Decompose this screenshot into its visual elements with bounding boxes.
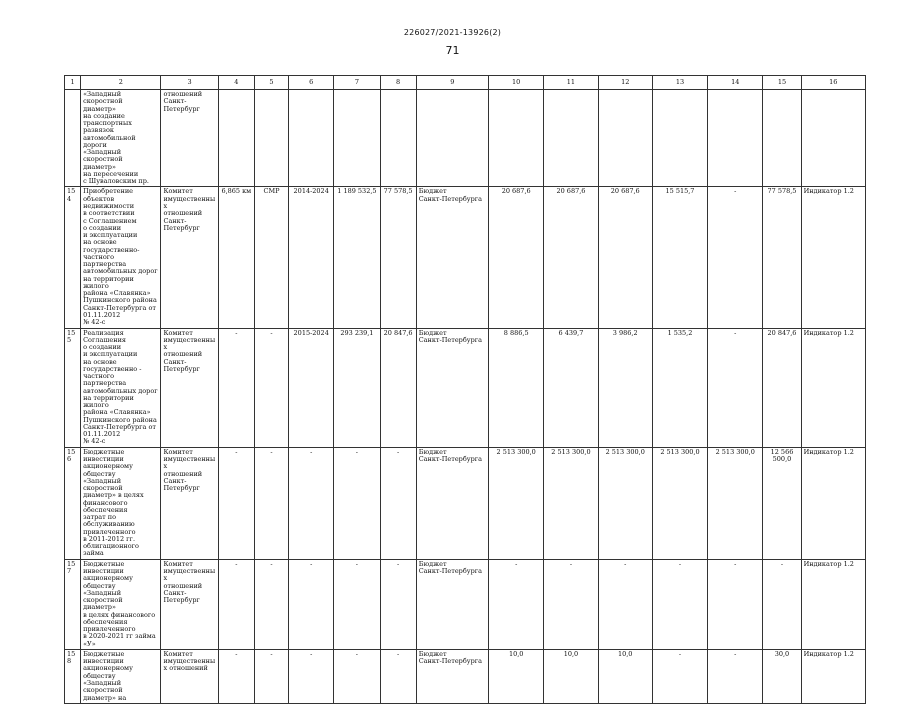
column-header: 6 <box>289 76 334 90</box>
column-header: 14 <box>708 76 763 90</box>
measure-name: Реализация Соглашения о создании и эксплуатации на основе государственно - частного партнерства автомобильных дорог на территории жилого района «Славянка» Пушкинского района Санкт-Петербурга от 01.11.2012 № 42-с <box>81 328 161 447</box>
year-amount: 20 687,6 <box>544 187 598 328</box>
total-cost: - <box>334 447 380 559</box>
total-amount: - <box>763 559 801 649</box>
column-header: 10 <box>489 76 544 90</box>
column-header: 7 <box>334 76 380 90</box>
total-cost: - <box>334 559 380 649</box>
year-amount: 15 515,7 <box>652 187 707 328</box>
measure-name: Бюджетные инвестиции акционерному обществу «Западный скоростной диаметр» на <box>81 649 161 703</box>
customer: Комитет имущественных отношений Санкт-Петербург <box>161 328 218 447</box>
measure-name: Бюджетные инвестиции акционерному обществу «Западный скоростной диаметр» в целях финансового обеспечения затрат по обслуживанию привлеченного в 2011-2012 гг. облигационного займа <box>81 447 161 559</box>
year-amount: 6 439,7 <box>544 328 598 447</box>
year-amount: - <box>708 187 763 328</box>
table-row <box>65 559 866 649</box>
customer: Комитет имущественных отношений Санкт-Петербург <box>161 559 218 649</box>
year-amount: 10,0 <box>544 649 598 703</box>
indicator: Индикатор 1.2 <box>801 559 865 649</box>
table-row <box>65 649 866 703</box>
remaining-cost: - <box>380 447 416 559</box>
year-amount: 2 513 300,0 <box>598 447 652 559</box>
row-number: 157 <box>65 559 81 649</box>
table-row <box>65 187 866 328</box>
column-header: 5 <box>254 76 288 90</box>
customer: Комитет имущественных отношений Санкт-Петербург <box>161 187 218 328</box>
year-amount: - <box>708 328 763 447</box>
remaining-cost: 77 578,5 <box>380 187 416 328</box>
total-amount: 12 566 500,0 <box>763 447 801 559</box>
table-row <box>65 328 866 447</box>
total-amount: 77 578,5 <box>763 187 801 328</box>
capacity: - <box>218 649 254 703</box>
capacity: 6,865 км <box>218 187 254 328</box>
indicator: Индикатор 1.2 <box>801 447 865 559</box>
work-type: СМР <box>254 187 288 328</box>
indicator: Индикатор 1.2 <box>801 187 865 328</box>
year-amount: 2 513 300,0 <box>652 447 707 559</box>
column-header: 11 <box>544 76 598 90</box>
remaining-cost <box>380 90 416 187</box>
funding-source: Бюджет Санкт-Петербурга <box>416 649 488 703</box>
column-header: 12 <box>598 76 652 90</box>
customer: Комитет имущественны х отношений <box>161 649 218 703</box>
funding-source: Бюджет Санкт-Петербурга <box>416 187 488 328</box>
measure-name: Приобретение объектов недвижимости в соответствии с Соглашением о создании и эксплуатации на основе государственно- частного партнерства автомобильных дорог на территории жилого района «Славянка» Пушкинского района Санкт-Петербурга от 01.11.2012 № 42-с <box>81 187 161 328</box>
year-amount <box>598 90 652 187</box>
year-amount: - <box>598 559 652 649</box>
year-amount: 10,0 <box>489 649 544 703</box>
total-amount: 20 847,6 <box>763 328 801 447</box>
year-amount: - <box>652 559 707 649</box>
year-amount: 8 886,5 <box>489 328 544 447</box>
row-number: 155 <box>65 328 81 447</box>
document-id: 226027/2021-13926(2) <box>403 28 502 37</box>
column-header: 3 <box>161 76 218 90</box>
work-type <box>254 90 288 187</box>
column-header: 9 <box>416 76 488 90</box>
total-cost <box>334 90 380 187</box>
year-amount: - <box>708 559 763 649</box>
period <box>289 90 334 187</box>
year-amount: - <box>652 649 707 703</box>
table-row <box>65 90 866 187</box>
column-header: 2 <box>81 76 161 90</box>
year-amount: - <box>708 649 763 703</box>
row-number: 158 <box>65 649 81 703</box>
period: - <box>289 649 334 703</box>
year-amount: 2 513 300,0 <box>489 447 544 559</box>
year-amount <box>544 90 598 187</box>
work-type: - <box>254 328 288 447</box>
customer: отношений Санкт-Петербург <box>161 90 218 187</box>
indicator <box>801 90 865 187</box>
remaining-cost: - <box>380 559 416 649</box>
program-table <box>64 75 866 704</box>
work-type: - <box>254 649 288 703</box>
column-header: 13 <box>652 76 707 90</box>
capacity <box>218 90 254 187</box>
indicator: Индикатор 1.2 <box>801 328 865 447</box>
work-type: - <box>254 559 288 649</box>
measure-name: «Западный скоростной диаметр» на создание транспортных развязок автомобильной дороги «Западный скоростной диаметр» на пересечении с Шуваловским пр. <box>81 90 161 187</box>
total-cost: 1 189 532,5 <box>334 187 380 328</box>
year-amount: 2 513 300,0 <box>544 447 598 559</box>
funding-source <box>416 90 488 187</box>
column-header: 8 <box>380 76 416 90</box>
year-amount <box>489 90 544 187</box>
year-amount: 2 513 300,0 <box>708 447 763 559</box>
total-cost: - <box>334 649 380 703</box>
table-row <box>65 447 866 559</box>
funding-source: Бюджет Санкт-Петербурга <box>416 447 488 559</box>
column-header: 4 <box>218 76 254 90</box>
measure-name: Бюджетные инвестиции акционерному обществу «Западный скоростной диаметр» в целях финансового обеспечения привлеченного в 2020-2021 гг займа «У» <box>81 559 161 649</box>
capacity: - <box>218 447 254 559</box>
year-amount: 20 687,6 <box>489 187 544 328</box>
year-amount: 3 986,2 <box>598 328 652 447</box>
year-amount: 20 687,6 <box>598 187 652 328</box>
work-type: - <box>254 447 288 559</box>
year-amount: 10,0 <box>598 649 652 703</box>
column-number-row <box>65 76 866 90</box>
capacity: - <box>218 559 254 649</box>
row-number: 154 <box>65 187 81 328</box>
period: - <box>289 559 334 649</box>
total-amount: 30,0 <box>763 649 801 703</box>
period: 2014-2024 <box>289 187 334 328</box>
row-number <box>65 90 81 187</box>
year-amount <box>708 90 763 187</box>
indicator: Индикатор 1.2 <box>801 649 865 703</box>
remaining-cost: - <box>380 649 416 703</box>
year-amount: 1 535,2 <box>652 328 707 447</box>
capacity: - <box>218 328 254 447</box>
total-amount <box>763 90 801 187</box>
period: 2015-2024 <box>289 328 334 447</box>
customer: Комитет имущественных отношений Санкт-Петербург <box>161 447 218 559</box>
column-header: 1 <box>65 76 81 90</box>
remaining-cost: 20 847,6 <box>380 328 416 447</box>
year-amount: - <box>489 559 544 649</box>
page-number: 71 <box>445 44 460 57</box>
row-number: 156 <box>65 447 81 559</box>
funding-source: Бюджет Санкт-Петербурга <box>416 559 488 649</box>
year-amount <box>652 90 707 187</box>
column-header: 15 <box>763 76 801 90</box>
total-cost: 293 239,1 <box>334 328 380 447</box>
year-amount: - <box>544 559 598 649</box>
period: - <box>289 447 334 559</box>
funding-source: Бюджет Санкт-Петербурга <box>416 328 488 447</box>
column-header: 16 <box>801 76 865 90</box>
